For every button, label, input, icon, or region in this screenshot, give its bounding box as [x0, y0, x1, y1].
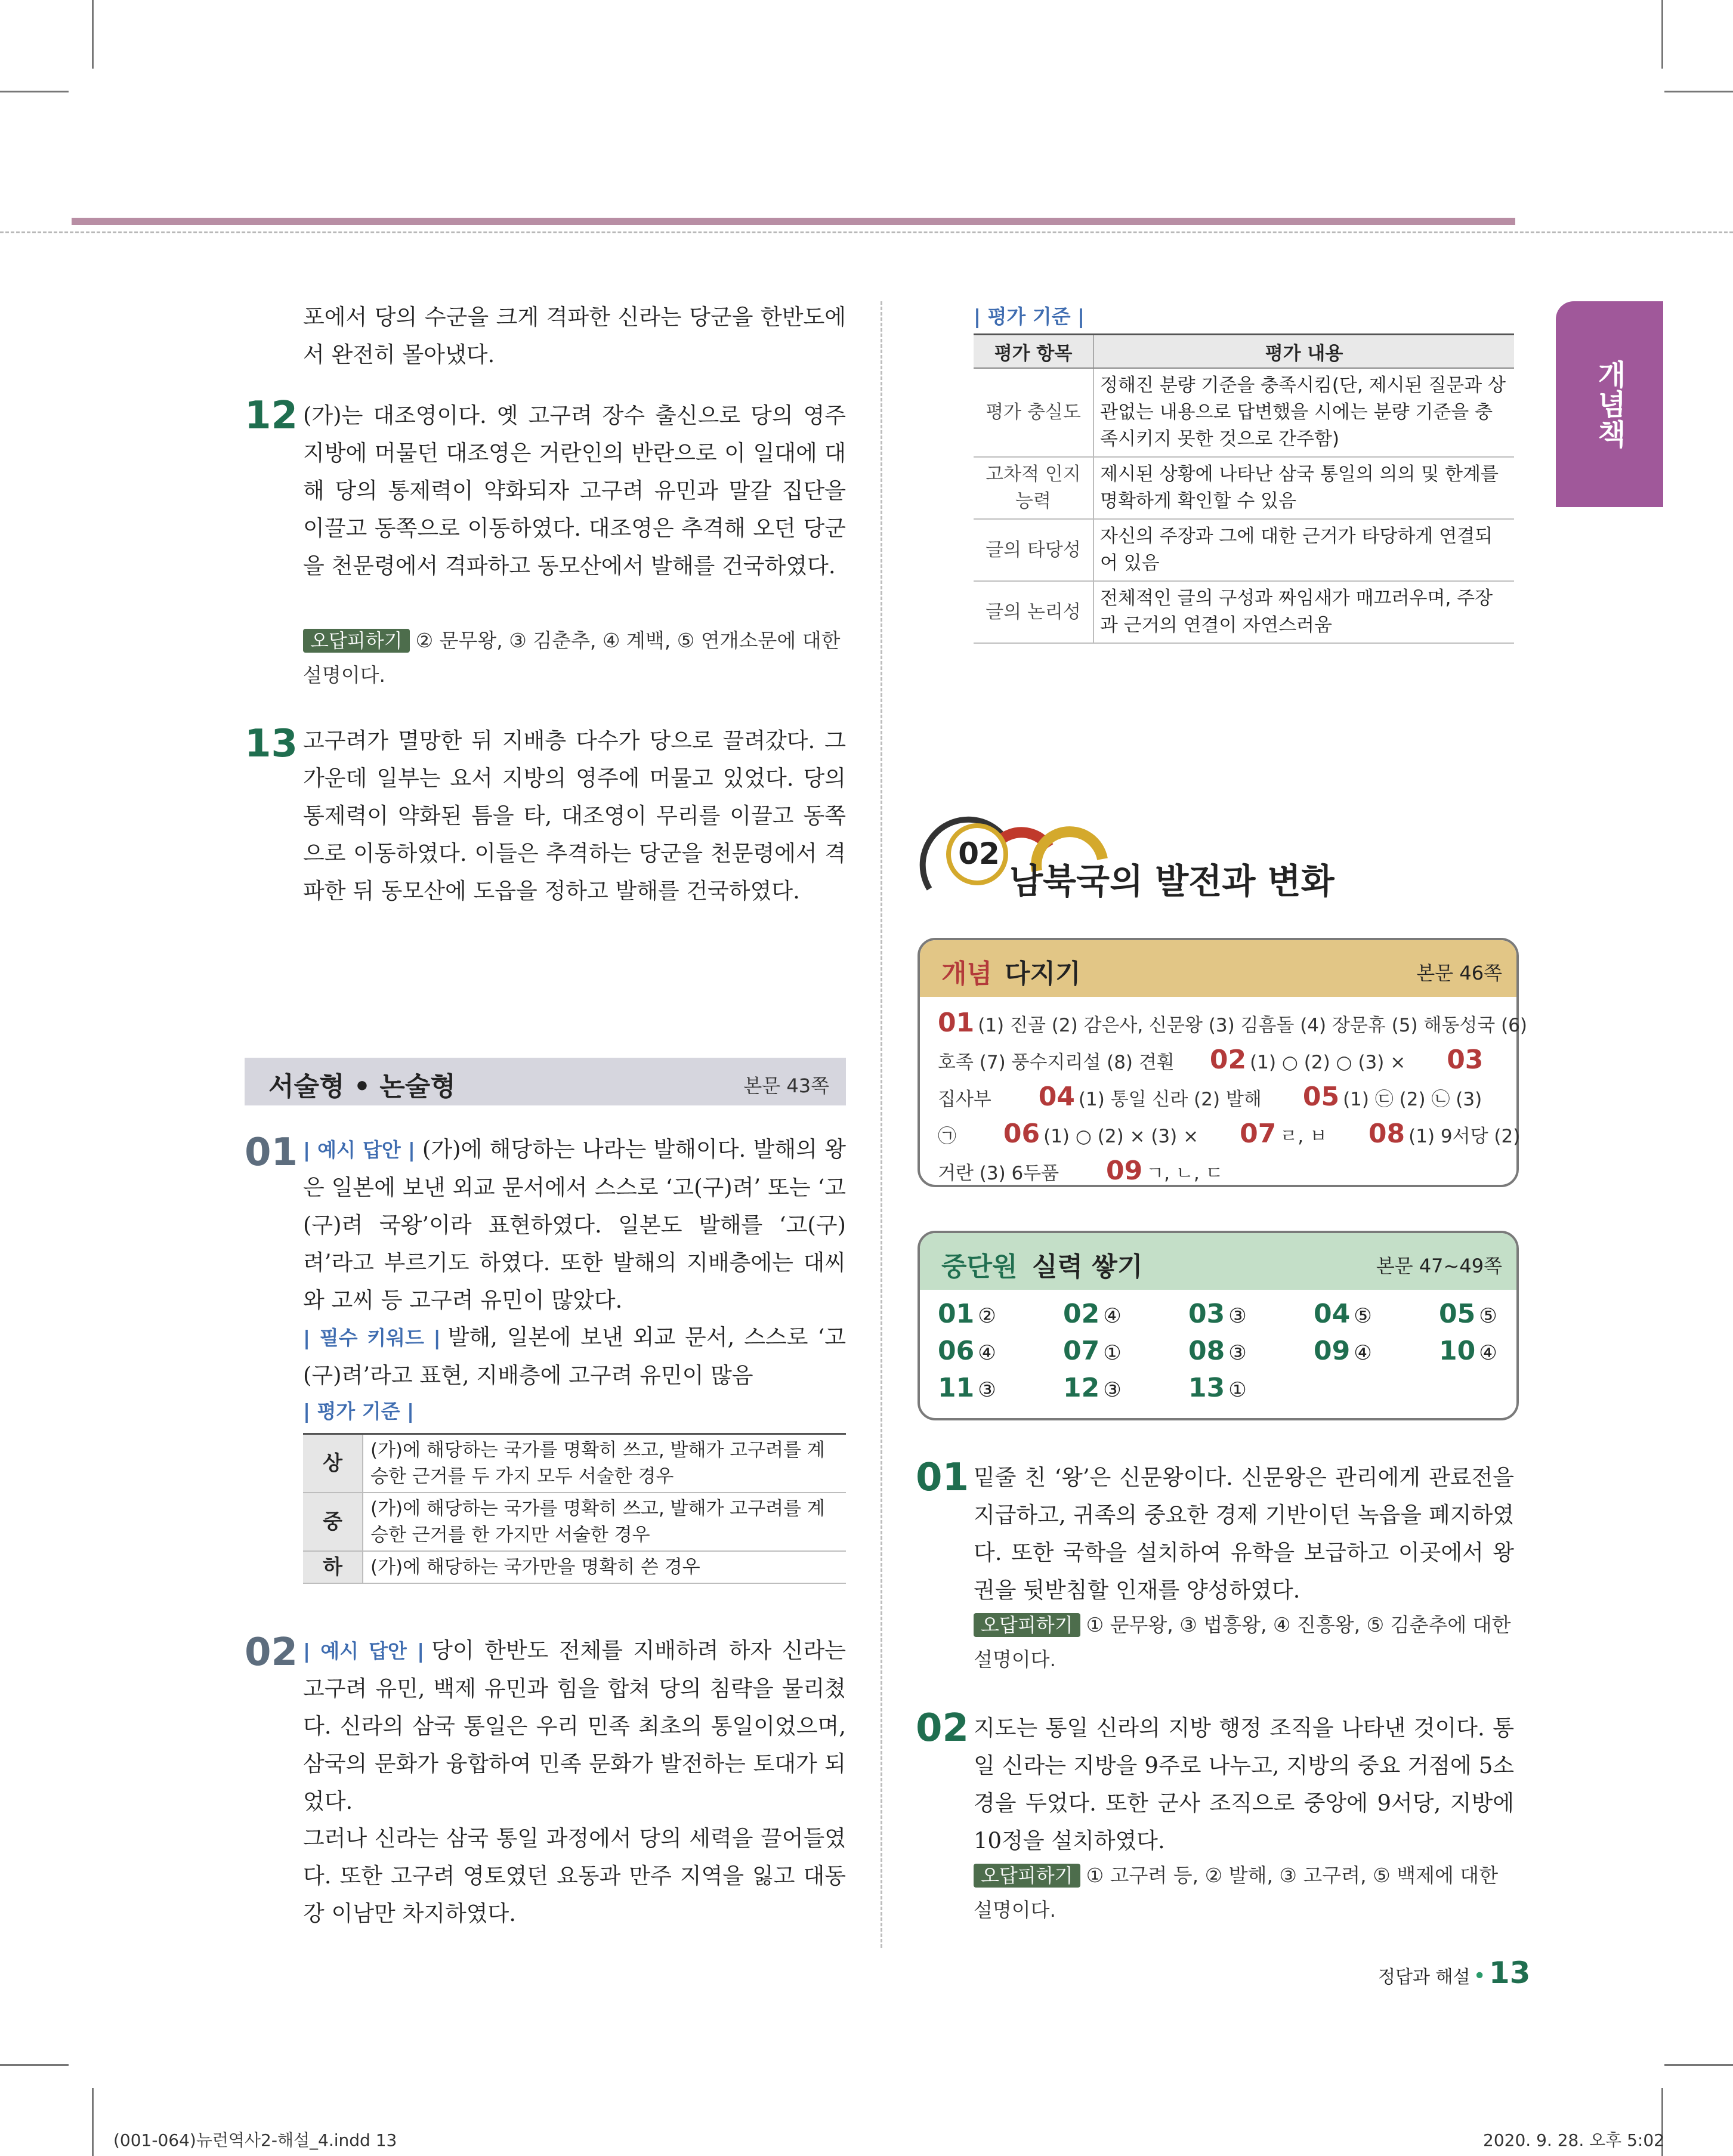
col-header: 평가 항목 [974, 335, 1093, 369]
answer-item [1063, 1336, 1122, 1366]
answer-choice: ③ [978, 1378, 996, 1402]
concept-num: 07 [1240, 1119, 1277, 1149]
table-row [974, 368, 1514, 457]
wrong-answer-text: ② 문무왕, ③ 김춘추, ④ 계백, ⑤ 연개소문에 대한 설명이다. [303, 629, 841, 687]
answer-choice: ③ [1103, 1378, 1122, 1402]
answer-item [1188, 1373, 1247, 1403]
concept-text: ㉠ [938, 1126, 956, 1147]
concept-title-a: 개념 [941, 959, 993, 989]
concept-text: ㄱ, ㄴ, ㄷ [1146, 1163, 1224, 1184]
concept-page-ref: 본문 46쪽 [1416, 962, 1502, 984]
concept-num: 08 [1368, 1119, 1405, 1149]
essay-section-title: 서술형 • 논술형 [268, 1071, 456, 1102]
question-number: 13 [245, 722, 298, 766]
answer-item [1314, 1299, 1372, 1329]
concept-num: 02 [1209, 1045, 1247, 1075]
essay-answer [303, 1632, 846, 1820]
concept-text: 집사부 [938, 1089, 991, 1110]
grade-cell: 중 [303, 1493, 363, 1551]
footer-file-info: (001-064)뉴런역사2-해설_4.indd 13 [113, 2130, 397, 2150]
answer-num: 10 [1439, 1336, 1476, 1366]
wrong-answer-tag: 오답피하기 [974, 1864, 1080, 1888]
essay-section-bar [245, 1058, 846, 1105]
essay-number: 01 [245, 1130, 298, 1175]
criteria-item: 고차적 인지 능력 [974, 457, 1093, 519]
question-explanation: 지도는 통일 신라의 지방 행정 조직을 나타낸 것이다. 통일 신라는 지방을 9주로 나누고, 지방의 중요 거점에 5소경을 두었다. 또한 군사 조직으로 중앙에 9서당, 지방에 10정을 설치하였다. [974, 1715, 1514, 1854]
answer-choice: ④ [978, 1341, 996, 1365]
unit-title: 남북국의 발전과 변화 [1009, 861, 1334, 901]
answer-item [1188, 1299, 1247, 1329]
header-rule [72, 218, 1515, 225]
answer-choice: ① [1103, 1341, 1122, 1365]
concept-text: 호족 (7) 풍수지리설 (8) 견훤 [938, 1052, 1175, 1073]
grading-table [303, 1433, 846, 1584]
answer-choice: ④ [1354, 1341, 1372, 1365]
answer-item [1314, 1336, 1372, 1366]
concept-title-b: 다지기 [1005, 959, 1081, 989]
answer-choice: ④ [1103, 1304, 1122, 1328]
crop-mark [1661, 0, 1663, 69]
answer-num: 09 [1314, 1336, 1351, 1366]
wrong-answer-tag: 오답피하기 [974, 1613, 1080, 1637]
concept-num: 04 [1038, 1082, 1075, 1112]
criteria-content: 전체적인 글의 구성과 짜임새가 매끄러우며, 주장과 근거의 연결이 자연스러움 [1093, 581, 1514, 643]
concept-num: 03 [1447, 1045, 1484, 1075]
mid-title-b: 실력 쌓기 [1032, 1252, 1143, 1282]
answer-num: 03 [1188, 1299, 1225, 1329]
grade-desc: (가)에 해당하는 국가를 명확히 쓰고, 발해가 고구려를 계승한 근거를 두 가지 모두 서술한 경우 [363, 1434, 846, 1493]
essay-page-ref: 본문 43쪽 [743, 1074, 829, 1097]
answer-item [1188, 1336, 1247, 1366]
question-number: 12 [245, 394, 298, 438]
answer-choice: ③ [1228, 1304, 1247, 1328]
col-header: 평가 내용 [1093, 335, 1514, 369]
criteria-item: 평가 충실도 [974, 368, 1093, 457]
wrong-answer-note [974, 1608, 1514, 1677]
side-tab[interactable] [1556, 301, 1663, 507]
keywords-text: 발해, 일본에 보낸 외교 문서, 스스로 ‘고(구)려’라고 표현, 지배층에 고구려 유민이 많음 [303, 1324, 847, 1388]
concept-text: (1) 진골 (2) 감은사, 신문왕 (3) 김흠돌 (4) 장문휴 (5) 해동성국 (6) [978, 1015, 1527, 1036]
concept-num: 06 [1003, 1119, 1040, 1149]
answer-choice: ① [1228, 1378, 1247, 1402]
question-explanation: 밑줄 친 ‘왕’은 신문왕이다. 신문왕은 관리에게 관료전을 지급하고, 귀족의 중요한 경제 기반이던 녹읍을 폐지하였다. 또한 국학을 설치하여 유학을 보급하고 이곳에서 왕권을 뒷받침할 인재를 양성하였다. [974, 1465, 1514, 1603]
answer-item [938, 1299, 996, 1329]
criteria-label: | 평가 기준 | [974, 305, 1085, 328]
side-tab-label: 개념책 [1592, 359, 1626, 449]
grading-label-wrap [303, 1396, 421, 1424]
example-answer-label: | 예시 답안 | [303, 1639, 425, 1663]
example-answer-text: 당이 한반도 전체를 지배하려 하자 신라는 고구려 유민, 백제 유민과 힘을 합쳐 당의 침략을 물리쳤다. 신라의 삼국 통일은 우리 민족 최초의 통일이었으며, 삼국의 문화가 융합하여 민족 문화가 발전하는 토대가 되었다. [303, 1638, 846, 1814]
answer-num: 12 [1063, 1373, 1100, 1403]
answer-item [1063, 1373, 1122, 1403]
table-row [974, 457, 1514, 519]
crop-mark [0, 2064, 69, 2066]
mid-unit-box [918, 1231, 1519, 1420]
table-row [303, 1434, 846, 1493]
mid-title-a: 중단원 [941, 1252, 1018, 1282]
column-divider [881, 301, 882, 1948]
concept-box [918, 938, 1527, 1187]
concept-text: 거란 (3) 6두품 [938, 1163, 1059, 1184]
crop-mark [92, 0, 94, 69]
answer-choice: ⑤ [1479, 1304, 1497, 1328]
answer-num: 13 [1188, 1373, 1225, 1403]
answer-num: 05 [1439, 1299, 1476, 1329]
crop-mark [92, 2088, 94, 2156]
example-answer-text: (가)에 해당하는 나라는 발해이다. 발해의 왕은 일본에 보낸 외교 문서에서 스스로 ‘고(구)려’ 또는 ‘고(구)려 국왕’이라 표현하였다. 일본도 발해를 ‘고(구)려’라고 부르기도 하였다. 또한 발해의 지배층에는 대씨와 고씨 등 고구려 유민이 많았다. [303, 1136, 846, 1313]
concept-line [938, 1116, 1520, 1155]
answer-item [1439, 1336, 1497, 1366]
grade-desc: (가)에 해당하는 국가를 명확히 쓰고, 발해가 고구려를 계승한 근거를 한 가지만 서술한 경우 [363, 1493, 846, 1551]
answer-num: 08 [1188, 1336, 1225, 1366]
concept-line [938, 1153, 1223, 1192]
answer-item [1439, 1299, 1497, 1329]
crop-mark [1664, 2064, 1733, 2066]
concept-line [938, 1005, 1527, 1044]
answer-choice: ⑤ [1354, 1304, 1372, 1328]
answer-num: 01 [938, 1299, 975, 1329]
table-row [303, 1551, 846, 1583]
page-number-block [1378, 1956, 1531, 1990]
mid-unit-box-header [920, 1233, 1516, 1290]
concept-box-header [920, 940, 1516, 997]
grade-cell: 상 [303, 1434, 363, 1493]
criteria-table [974, 333, 1514, 644]
table-row [974, 581, 1514, 643]
criteria-item: 글의 타당성 [974, 519, 1093, 581]
question-number: 01 [916, 1456, 969, 1500]
concept-text: (1) ㉢ (2) ㉡ (3) [1343, 1089, 1482, 1110]
grade-desc: (가)에 해당하는 국가만을 명확히 쓴 경우 [363, 1551, 846, 1583]
essay-answer-continued: 그러나 신라는 삼국 통일 과정에서 당의 세력을 끌어들였다. 또한 고구려 영토였던 요동과 만주 지역을 잃고 대동강 이남만 차지하였다. [303, 1826, 846, 1926]
grading-label: | 평가 기준 | [303, 1400, 415, 1423]
criteria-content: 자신의 주장과 그에 대한 근거가 타당하게 연결되어 있음 [1093, 519, 1514, 581]
concept-text: (1) 통일 신라 (2) 발해 [1078, 1089, 1262, 1110]
answer-choice: ③ [1228, 1341, 1247, 1365]
mid-page-ref: 본문 47~49쪽 [1376, 1255, 1502, 1277]
concept-num: 05 [1302, 1082, 1340, 1112]
table-header-row [974, 335, 1514, 369]
wrong-answer-text: ① 고구려 등, ② 발해, ③ 고구려, ⑤ 백제에 대한 설명이다. [974, 1864, 1499, 1922]
concept-text: (1) ○ (2) ○ (3) × [1250, 1052, 1406, 1073]
intro-paragraph: 포에서 당의 수군을 크게 격파한 신라는 당군을 한반도에서 완전히 몰아냈다. [303, 304, 846, 367]
concept-text: ㄹ, ㅂ [1280, 1126, 1327, 1147]
criteria-item: 글의 논리성 [974, 581, 1093, 643]
concept-line [938, 1079, 1482, 1118]
page-label: 정답과 해설 [1378, 1967, 1471, 1988]
concept-text: (1) ○ (2) × (3) × [1043, 1126, 1199, 1147]
concept-num: 09 [1105, 1156, 1143, 1186]
answer-num: 07 [1063, 1336, 1100, 1366]
question-explanation: 고구려가 멸망한 뒤 지배층 다수가 당으로 끌려갔다. 그 가운데 일부는 요서 지방의 영주에 머물고 있었다. 당의 통제력이 약화된 틈을 타, 대조영이 무리를 이끌고 동쪽으로 이동하였다. 이들은 추격하는 당군을 천문령에서 격파한 뒤 동모산에 도읍을 정하고 발해를 건국하였다. [303, 728, 846, 904]
answer-item [1063, 1299, 1122, 1329]
header-dashed-rule [0, 231, 1733, 233]
answer-num: 06 [938, 1336, 975, 1366]
answer-item [938, 1336, 996, 1366]
criteria-content: 제시된 상황에 나타난 삼국 통일의 의의 및 한계를 명확하게 확인할 수 있음 [1093, 457, 1514, 519]
table-row [303, 1493, 846, 1551]
crop-mark [1664, 91, 1733, 92]
wrong-answer-note [303, 623, 846, 693]
question-explanation: (가)는 대조영이다. 옛 고구려 장수 출신으로 당의 영주 지방에 머물던 대조영은 거란인의 반란으로 이 일대에 대해 당의 통제력이 약화되자 고구려 유민과 말갈 집단을 이끌고 동쪽으로 이동하였다. 대조영은 추격해 오던 당군을 천문령에서 격파하고 동모산에서 발해를 건국하였다. [303, 403, 846, 579]
answer-choice: ② [978, 1304, 996, 1328]
essay-number: 02 [245, 1630, 298, 1675]
keywords-label: | 필수 키워드 | [303, 1326, 441, 1349]
question-number: 02 [916, 1706, 969, 1750]
wrong-answer-text: ① 문무왕, ③ 법흥왕, ④ 진흥왕, ⑤ 김춘추에 대한 설명이다. [974, 1613, 1511, 1671]
answer-choice: ④ [1479, 1341, 1497, 1365]
concept-text: (1) 9서당 (2) [1408, 1126, 1521, 1147]
wrong-answer-tag: 오답피하기 [303, 629, 410, 653]
criteria-label-wrap [974, 301, 1092, 329]
answer-num: 11 [938, 1373, 975, 1403]
example-answer-label: | 예시 답안 | [303, 1138, 415, 1162]
answer-num: 04 [1314, 1299, 1351, 1329]
concept-line [938, 1042, 1487, 1081]
unit-number: 02 [958, 836, 1000, 871]
concept-num: 01 [938, 1008, 975, 1038]
table-row [974, 519, 1514, 581]
keywords [303, 1318, 846, 1394]
wrong-answer-note [974, 1858, 1514, 1928]
crop-mark [0, 91, 69, 92]
criteria-content: 정해진 분량 기준을 충족시킴(단, 제시된 질문과 상관없는 내용으로 답변했을 시에는 분량 기준을 충족시키지 못한 것으로 간주함) [1093, 368, 1514, 457]
essay-answer [303, 1130, 846, 1319]
page-dot: • [1473, 1964, 1486, 1988]
answer-item [938, 1373, 996, 1403]
answer-num: 02 [1063, 1299, 1100, 1329]
page-number: 13 [1488, 1956, 1531, 1990]
footer-timestamp: 2020. 9. 28. 오후 5:02 [1483, 2130, 1664, 2150]
grade-cell: 하 [303, 1551, 363, 1583]
